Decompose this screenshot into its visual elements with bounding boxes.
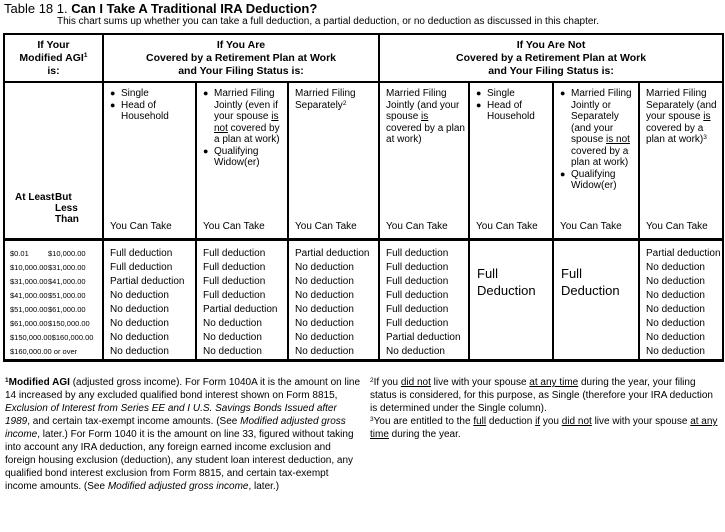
deduction-cell: No deduction xyxy=(639,261,723,275)
filing-status-row xyxy=(4,82,723,239)
status-notcovered-married-separately-spouse-covered xyxy=(639,82,723,239)
but-less-than-value: $61,000.00 xyxy=(48,304,86,314)
deduction-cell: Full deduction xyxy=(103,239,196,261)
agi-range-cell xyxy=(4,331,103,345)
table-row xyxy=(4,239,723,261)
filing-status-text: Qualifying Widow(er) xyxy=(571,168,617,191)
agi-sub-labels xyxy=(15,192,89,225)
agi-range-cell xyxy=(4,289,103,303)
at-least-value: $61,000.00 xyxy=(10,318,48,328)
at-least-value: $41,000.00 xyxy=(10,290,48,300)
filing-status-item xyxy=(295,88,375,111)
deduction-cell: No deduction xyxy=(196,331,288,345)
filing-status-text: Married Filing Separately$^2$ xyxy=(295,88,356,111)
status-covered-married-separately xyxy=(288,82,379,239)
you-can-take-label: You Can Take xyxy=(386,221,448,232)
footnotes-right xyxy=(370,376,722,493)
but-less-than-label: But Less Than xyxy=(55,191,79,225)
filing-status-text: Head of Household xyxy=(487,99,535,122)
deduction-cell: Full deduction xyxy=(379,275,469,289)
deduction-cell: No deduction xyxy=(639,331,723,345)
filing-status-item xyxy=(476,88,549,100)
at-least-value: $10,000.00 xyxy=(10,262,48,272)
footnote-2: $^2$If you did not live with your spouse at any time during the year, your filing status is considered, for this purpose, as Single (therefore your IRA deduction is determined under the Single column). xyxy=(370,377,713,414)
you-can-take-label: You Can Take xyxy=(203,221,265,232)
deduction-cell: No deduction xyxy=(639,317,723,331)
header-not-covered-by-plan: If You Are Not Covered by a Retirement Plan at Work and Your Filing Status is: xyxy=(379,34,723,82)
deduction-cell: No deduction xyxy=(196,317,288,331)
deduction-cell: No deduction xyxy=(288,275,379,289)
table-number: Table 18 1. xyxy=(4,1,72,16)
but-less-than-value: $150,000.00 xyxy=(48,318,90,328)
filing-status-text: Single xyxy=(487,88,515,99)
table-subtitle: This chart sums up whether you can take a full deduction, a partial deduction, or no deduction as discussed in this chapter. xyxy=(57,16,599,27)
at-least-value: $150,000.00 xyxy=(10,332,52,342)
deduction-cell: Full deduction xyxy=(196,289,288,303)
bullet-icon: ● xyxy=(110,99,116,110)
at-least-value: $51,000.00 xyxy=(10,304,48,314)
status-covered-married-jointly xyxy=(196,82,288,239)
footnotes xyxy=(5,376,722,493)
agi-range-cell xyxy=(4,303,103,317)
header-modified-agi: If Your Modified AGI$^1$ is: xyxy=(4,34,103,82)
deduction-cell: No deduction xyxy=(103,345,196,361)
agi-range-cell xyxy=(4,275,103,289)
deduction-cell: Full deduction xyxy=(379,261,469,275)
filing-status-text: Married Filing Separately (and your spouse is covered by a plan at work)$^3$ xyxy=(646,88,717,145)
footnote-3: $^3$You are entitled to the full deduction if you did not live with your spouse at any time during the year. xyxy=(370,416,718,440)
deduction-cell: No deduction xyxy=(103,303,196,317)
agi-range-cell xyxy=(4,261,103,275)
agi-range-header xyxy=(4,82,103,239)
filing-status-item xyxy=(203,146,284,169)
filing-status-item xyxy=(386,88,465,146)
deduction-cell: No deduction xyxy=(639,275,723,289)
bullet-icon: ● xyxy=(476,99,482,110)
but-less-than-value: $51,000.00 xyxy=(48,290,86,300)
you-can-take-label: You Can Take xyxy=(295,221,357,232)
you-can-take-label: You Can Take xyxy=(560,221,622,232)
deduction-cell: No deduction xyxy=(639,303,723,317)
agi-range-cell xyxy=(4,317,103,331)
deduction-cell: Full deduction xyxy=(379,239,469,261)
deduction-cell: Full deduction xyxy=(196,261,288,275)
filing-status-text: Married Filing Jointly (even if your spouse is not covered by a plan at work) xyxy=(214,88,280,145)
but-less-than-value: $10,000.00 xyxy=(48,248,86,258)
at-least-value: $0.01 xyxy=(10,248,29,258)
filing-status-item xyxy=(203,88,284,146)
filing-status-text: Qualifying Widow(er) xyxy=(214,145,260,168)
status-notcovered-single-hoh xyxy=(469,82,553,239)
filing-status-text: Married Filing Jointly (and your spouse is covered by a plan at work) xyxy=(386,88,465,145)
bullet-icon: ● xyxy=(560,168,566,179)
filing-status-item xyxy=(560,88,635,169)
deduction-cell: Full deduction xyxy=(379,303,469,317)
deduction-cell: Full deduction xyxy=(196,239,288,261)
agi-range-cell xyxy=(4,345,103,361)
you-can-take-label: You Can Take xyxy=(646,221,708,232)
filing-status-item xyxy=(646,88,719,146)
deduction-cell: No deduction xyxy=(103,289,196,303)
deduction-cell: No deduction xyxy=(379,345,469,361)
you-can-take-label: You Can Take xyxy=(110,221,172,232)
merged-full-deduction-cell: Full Deduction xyxy=(469,239,553,360)
filing-status-item xyxy=(110,88,192,100)
deduction-cell: No deduction xyxy=(288,303,379,317)
table-body xyxy=(4,239,723,360)
header-covered-by-plan: If You Are Covered by a Retirement Plan at Work and Your Filing Status is: xyxy=(103,34,379,82)
bullet-icon: ● xyxy=(203,145,209,156)
ira-deduction-table xyxy=(3,33,724,362)
filing-status-text: Single xyxy=(121,88,149,99)
filing-status-text: Married Filing Jointly or Separately (and your spouse is not covered by a plan at work) xyxy=(571,88,632,168)
bullet-icon: ● xyxy=(476,88,482,98)
deduction-cell: No deduction xyxy=(103,331,196,345)
deduction-cell: No deduction xyxy=(103,317,196,331)
deduction-cell: No deduction xyxy=(288,289,379,303)
status-covered-single-hoh xyxy=(103,82,196,239)
deduction-cell: Partial deduction xyxy=(103,275,196,289)
deduction-cell: Partial deduction xyxy=(196,303,288,317)
but-less-than-value: $160,000.00 xyxy=(51,332,94,342)
status-notcovered-married-jointly-spouse-covered xyxy=(379,82,469,239)
table-title-text: Can I Take A Traditional IRA Deduction? xyxy=(71,1,318,16)
deduction-cell: No deduction xyxy=(288,317,379,331)
filing-status-item xyxy=(476,100,549,123)
deduction-cell: Partial deduction xyxy=(639,239,723,261)
deduction-cell: No deduction xyxy=(288,331,379,345)
group-header-row xyxy=(4,34,723,82)
deduction-cell: Partial deduction xyxy=(288,239,379,261)
merged-full-deduction-cell: Full Deduction xyxy=(553,239,639,360)
footnote-1: $^1$Modified AGI (adjusted gross income). For Form 1040A it is the amount on line 14 increased by any excluded qualified bond interest shown on Form 8815, Exclusion of Interest from Series EE and I U.S. Savings Bonds Issued after 1989, and certain tax-exempt income amounts. (See Modified adjusted gross income, later.) For Form 1040 it is the amount on line 33, figured without taking into account any IRA deduction, any foreign earned income exclusion and foreign housing exclusion (deduction), any student loan interest deduction, any qualified bond interest exclusion from Form 8815, and certain tax-exempt income amounts. (See Modified adjusted gross income, later.) xyxy=(5,377,361,492)
deduction-cell: Full deduction xyxy=(379,317,469,331)
bullet-icon: ● xyxy=(203,88,209,98)
agi-range-cell xyxy=(4,239,103,261)
filing-status-item xyxy=(560,169,635,192)
deduction-cell: Full deduction xyxy=(103,261,196,275)
deduction-cell: No deduction xyxy=(639,289,723,303)
deduction-cell: No deduction xyxy=(288,261,379,275)
deduction-cell: Partial deduction xyxy=(379,331,469,345)
you-can-take-label: You Can Take xyxy=(476,221,538,232)
filing-status-item xyxy=(110,100,192,123)
deduction-cell: No deduction xyxy=(288,345,379,361)
but-less-than-value: $41,000.00 xyxy=(48,276,86,286)
status-notcovered-married-jointly-or-separately xyxy=(553,82,639,239)
at-least-value: $160,000.00 or over xyxy=(10,346,78,356)
bullet-icon: ● xyxy=(560,88,566,98)
filing-status-text: Head of Household xyxy=(121,99,169,122)
deduction-cell: No deduction xyxy=(196,345,288,361)
deduction-cell: Full deduction xyxy=(196,275,288,289)
at-least-label: At Least xyxy=(15,191,55,203)
deduction-cell: No deduction xyxy=(639,345,723,361)
deduction-cell: Full deduction xyxy=(379,289,469,303)
but-less-than-value: $31,000.00 xyxy=(48,262,86,272)
bullet-icon: ● xyxy=(110,88,116,98)
table-title xyxy=(4,1,317,16)
at-least-value: $31,000.00 xyxy=(10,276,48,286)
